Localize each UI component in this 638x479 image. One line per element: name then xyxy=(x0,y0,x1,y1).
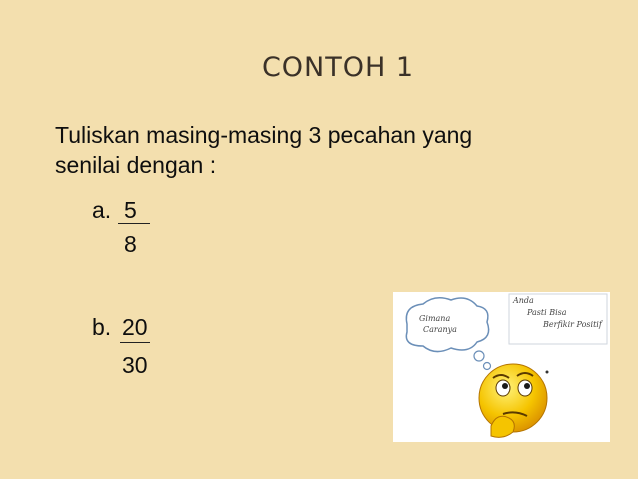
fraction-a-label: a. xyxy=(92,197,112,223)
instruction-line-1: Tuliskan masing-masing 3 pecahan yang xyxy=(55,122,473,148)
note-line-1: Anda xyxy=(513,296,534,305)
slide-title-text: CONTOH 1 xyxy=(261,52,415,83)
instruction-line-2: senilai dengan : xyxy=(55,152,217,178)
fraction-a-numerator: 5 xyxy=(124,197,137,223)
thinking-smiley-illustration xyxy=(393,292,610,442)
fraction-b-denominator: 30 xyxy=(122,352,148,378)
thought-bubble-line-1: Gimana xyxy=(419,314,451,323)
fraction-b-numerator: 20 xyxy=(122,314,148,340)
fraction-b-bar xyxy=(120,342,150,343)
fraction-b-label: b. xyxy=(92,314,112,340)
slide-title xyxy=(38,52,638,83)
fraction-a-denominator: 8 xyxy=(124,231,137,257)
note-line-2: Pasti Bisa xyxy=(527,308,567,317)
thought-bubble-line-2: Caranya xyxy=(423,325,457,334)
instruction-text xyxy=(55,120,595,180)
fraction-a-bar xyxy=(118,223,150,224)
note-line-3: Berfikir Positif xyxy=(543,320,602,329)
